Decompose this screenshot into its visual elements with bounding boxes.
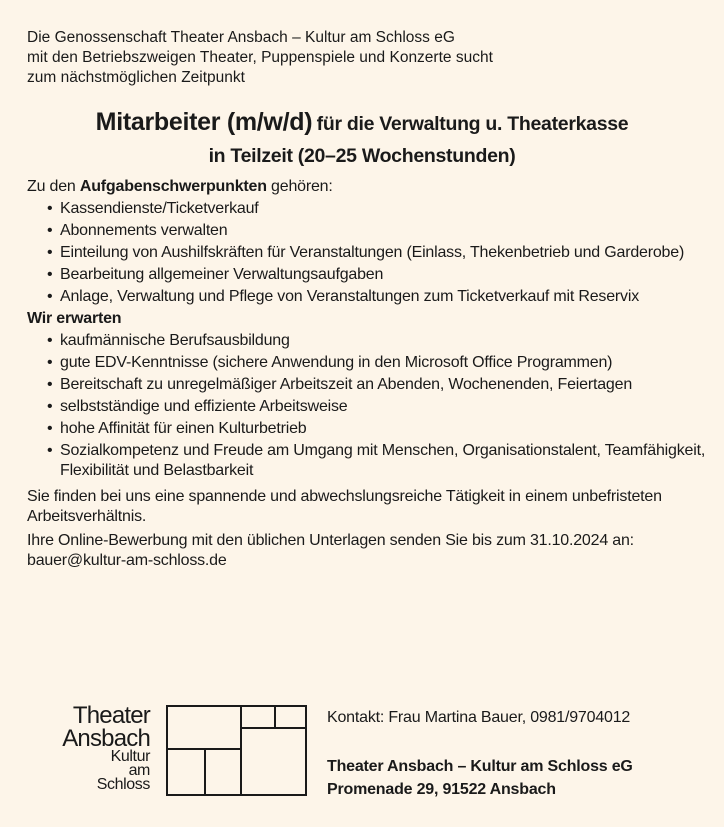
logo-line: Ansbach (62, 725, 150, 752)
list-item: • Kassendienste/Ticketverkauf (27, 199, 707, 219)
closing-text (27, 487, 707, 571)
list-item: • selbstständige und effiziente Arbeitsweise (27, 397, 707, 417)
intro-text (27, 28, 493, 88)
job-headline (0, 108, 724, 137)
expectations-title: Wir erwarten (27, 310, 122, 327)
list-item: • gute EDV-Kenntnisse (sichere Anwendung in den Microsoft Office Programmen) (27, 353, 707, 373)
list-item: • Anlage, Verwaltung und Pflege von Veranstaltungen zum Ticketverkauf mit Reservix (27, 287, 707, 307)
organization-block (327, 755, 633, 801)
logo-grid-cell (204, 748, 242, 796)
job-department: für die Verwaltung u. Theaterkasse (316, 113, 629, 135)
list-item: • Sozialkompetenz und Freude am Umgang mit Menschen, Organisationstalent, Teamfähigkeit, Flexibilität und Belastbarkeit (27, 441, 707, 481)
job-hours: in Teilzeit (20–25 Wochenstunden) (208, 145, 516, 167)
job-position: Mitarbeiter (m/w/d) (95, 108, 313, 136)
tasks-lead-after: gehören: (266, 178, 333, 195)
tasks-list (27, 199, 707, 307)
list-item: • Bereitschaft zu unregelmäßiger Arbeitszeit an Abenden, Wochenenden, Feiertagen (27, 375, 707, 395)
organization-address: Promenade 29, 91522 Ansbach (327, 781, 556, 798)
list-item: • hohe Affinität für einen Kulturbetrieb (27, 419, 707, 439)
theater-logo-wordmark (24, 704, 150, 792)
ad-body (27, 177, 707, 571)
logo-grid-cell (240, 705, 276, 729)
offer-paragraph: Sie finden bei uns eine spannende und abwechslungsreiche Tätigkeit in einem unbefristeten Arbeitsverhältnis. (27, 488, 662, 525)
theater-logo-grid-icon (166, 705, 307, 796)
list-item: • kaufmännische Berufsausbildung (27, 331, 707, 351)
logo-line: Schloss (96, 776, 150, 793)
logo-grid-cell (240, 727, 307, 796)
organization-name: Theater Ansbach – Kultur am Schloss eG (327, 758, 633, 775)
application-paragraph: Ihre Online-Bewerbung mit den üblichen Unterlagen senden Sie bis zum 31.10.2024 an: bauer@kultur-am-schloss.de (27, 532, 634, 569)
list-item: • Einteilung von Aushilfskräften für Veranstaltungen (Einlass, Thekenbetrieb und Garderobe) (27, 243, 707, 263)
contact-person: Kontakt: Frau Martina Bauer, 0981/9704012 (327, 709, 631, 726)
list-item: • Bearbeitung allgemeiner Verwaltungsaufgaben (27, 265, 707, 285)
tasks-lead-bold: Aufgabenschwerpunkten (79, 178, 267, 195)
tasks-lead (27, 177, 707, 197)
list-item: • Abonnements verwalten (27, 221, 707, 241)
tasks-lead-before: Zu den (27, 178, 80, 195)
intro-line: mit den Betriebszweigen Theater, Puppenspiele und Konzerte sucht (27, 49, 493, 66)
logo-line: Theater (72, 702, 150, 729)
logo-line: am (128, 762, 150, 779)
intro-line: zum nächstmöglichen Zeitpunkt (27, 69, 245, 86)
intro-line: Die Genossenschaft Theater Ansbach – Kultur am Schloss eG (27, 29, 455, 46)
expectations-list (27, 331, 707, 481)
logo-line: Kultur (110, 748, 150, 765)
